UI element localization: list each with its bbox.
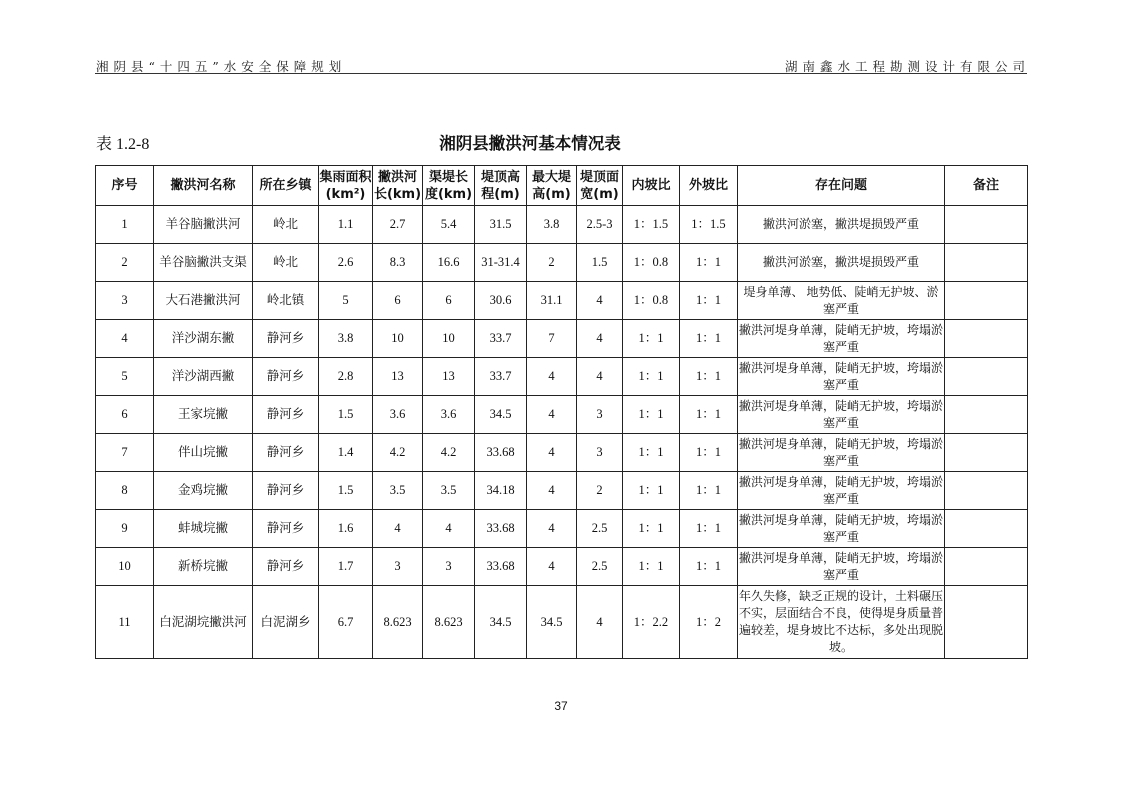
- situation-table: [95, 165, 1028, 659]
- cell-dike-length: 8.623: [423, 586, 475, 659]
- cell-area: 1.1: [319, 206, 373, 244]
- cell-area: 6.7: [319, 586, 373, 659]
- cell-length: 4.2: [373, 434, 423, 472]
- cell-problem: 撇洪河堤身单薄，陡峭无护坡，垮塌淤塞严重: [738, 510, 945, 548]
- cell-inner-slope: 1：2.2: [623, 586, 680, 659]
- cell-name: 大石港撇洪河: [154, 282, 253, 320]
- cell-dike-length: 4: [423, 510, 475, 548]
- cell-crest-width: 4: [577, 282, 623, 320]
- cell-crest-elev: 34.5: [475, 586, 527, 659]
- col-header-inner-slope: 内坡比: [623, 166, 680, 206]
- cell-town: 岭北镇: [253, 282, 319, 320]
- cell-crest-elev: 31.5: [475, 206, 527, 244]
- cell-inner-slope: 1：1.5: [623, 206, 680, 244]
- cell-inner-slope: 1：1: [623, 396, 680, 434]
- cell-length: 13: [373, 358, 423, 396]
- cell-town: 静河乡: [253, 358, 319, 396]
- cell-crest-elev: 31-31.4: [475, 244, 527, 282]
- table-row: [96, 396, 1028, 434]
- cell-no: 7: [96, 434, 154, 472]
- cell-inner-slope: 1：1: [623, 358, 680, 396]
- cell-area: 1.4: [319, 434, 373, 472]
- cell-crest-elev: 33.7: [475, 320, 527, 358]
- cell-crest-width: 2.5: [577, 548, 623, 586]
- col-header-remark: 备注: [945, 166, 1028, 206]
- cell-outer-slope: 1：1: [680, 472, 738, 510]
- cell-town: 岭北: [253, 244, 319, 282]
- col-header-max-height: 最大堤高(m): [527, 166, 577, 206]
- cell-area: 1.5: [319, 396, 373, 434]
- cell-outer-slope: 1：1: [680, 396, 738, 434]
- cell-crest-width: 3: [577, 396, 623, 434]
- cell-problem: 撇洪河堤身单薄，陡峭无护坡，垮塌淤塞严重: [738, 434, 945, 472]
- table-row: [96, 358, 1028, 396]
- cell-name: 蚌城垸撇: [154, 510, 253, 548]
- cell-crest-elev: 33.7: [475, 358, 527, 396]
- table-row: [96, 282, 1028, 320]
- cell-length: 6: [373, 282, 423, 320]
- cell-max-height: 4: [527, 396, 577, 434]
- cell-max-height: 2: [527, 244, 577, 282]
- table-row: [96, 472, 1028, 510]
- cell-remark: [945, 434, 1028, 472]
- cell-problem: 撇洪河淤塞，撇洪堤损毁严重: [738, 206, 945, 244]
- cell-name: 洋沙湖西撇: [154, 358, 253, 396]
- header-rule: [95, 73, 1027, 74]
- col-header-town: 所在乡镇: [253, 166, 319, 206]
- table-row: [96, 320, 1028, 358]
- table-row: [96, 434, 1028, 472]
- cell-problem: 撇洪河堤身单薄，陡峭无护坡，垮塌淤塞严重: [738, 396, 945, 434]
- cell-remark: [945, 206, 1028, 244]
- cell-remark: [945, 358, 1028, 396]
- cell-no: 11: [96, 586, 154, 659]
- cell-remark: [945, 320, 1028, 358]
- cell-town: 白泥湖乡: [253, 586, 319, 659]
- page-number: 37: [554, 699, 568, 713]
- cell-length: 3.5: [373, 472, 423, 510]
- cell-dike-length: 6: [423, 282, 475, 320]
- table-row: [96, 548, 1028, 586]
- running-header-right: 湖南鑫水工程勘测设计有限公司: [784, 59, 1030, 74]
- cell-remark: [945, 244, 1028, 282]
- cell-town: 静河乡: [253, 396, 319, 434]
- cell-max-height: 4: [527, 548, 577, 586]
- cell-no: 1: [96, 206, 154, 244]
- cell-crest-elev: 33.68: [475, 434, 527, 472]
- cell-outer-slope: 1：1: [680, 434, 738, 472]
- cell-no: 5: [96, 358, 154, 396]
- cell-area: 2.6: [319, 244, 373, 282]
- cell-max-height: 7: [527, 320, 577, 358]
- cell-dike-length: 13: [423, 358, 475, 396]
- cell-no: 10: [96, 548, 154, 586]
- cell-name: 洋沙湖东撇: [154, 320, 253, 358]
- cell-name: 王家垸撇: [154, 396, 253, 434]
- col-header-outer-slope: 外坡比: [680, 166, 738, 206]
- col-header-length: 撇洪河长(km): [373, 166, 423, 206]
- table-row: [96, 586, 1028, 659]
- cell-max-height: 34.5: [527, 586, 577, 659]
- cell-remark: [945, 282, 1028, 320]
- cell-name: 白泥湖垸撇洪河: [154, 586, 253, 659]
- cell-area: 5: [319, 282, 373, 320]
- cell-town: 静河乡: [253, 510, 319, 548]
- cell-crest-width: 2.5: [577, 510, 623, 548]
- col-header-name: 撇洪河名称: [154, 166, 253, 206]
- cell-area: 1.5: [319, 472, 373, 510]
- cell-problem: 撇洪河堤身单薄，陡峭无护坡，垮塌淤塞严重: [738, 548, 945, 586]
- cell-remark: [945, 396, 1028, 434]
- cell-name: 新桥垸撇: [154, 548, 253, 586]
- cell-town: 静河乡: [253, 548, 319, 586]
- cell-town: 静河乡: [253, 320, 319, 358]
- col-header-crest-width: 堤顶面宽(m): [577, 166, 623, 206]
- cell-town: 静河乡: [253, 434, 319, 472]
- cell-length: 8.623: [373, 586, 423, 659]
- cell-inner-slope: 1：0.8: [623, 282, 680, 320]
- cell-max-height: 31.1: [527, 282, 577, 320]
- cell-outer-slope: 1：1: [680, 548, 738, 586]
- cell-problem: 撇洪河堤身单薄，陡峭无护坡，垮塌淤塞严重: [738, 358, 945, 396]
- cell-remark: [945, 510, 1028, 548]
- cell-remark: [945, 472, 1028, 510]
- cell-outer-slope: 1：2: [680, 586, 738, 659]
- cell-dike-length: 4.2: [423, 434, 475, 472]
- cell-problem: 年久失修，缺乏正规的设计，土料碾压不实，层面结合不良，使得堤身质量普遍较差，堤身坡比不达标，多处出现脱坡。: [738, 586, 945, 659]
- cell-problem: 堤身单薄、 地势低、陡峭无护坡、淤塞严重: [738, 282, 945, 320]
- cell-outer-slope: 1：1: [680, 244, 738, 282]
- cell-no: 4: [96, 320, 154, 358]
- cell-town: 岭北: [253, 206, 319, 244]
- cell-inner-slope: 1：1: [623, 548, 680, 586]
- cell-dike-length: 10: [423, 320, 475, 358]
- cell-crest-elev: 30.6: [475, 282, 527, 320]
- cell-max-height: 4: [527, 358, 577, 396]
- cell-remark: [945, 548, 1028, 586]
- cell-problem: 撇洪河堤身单薄，陡峭无护坡，垮塌淤塞严重: [738, 320, 945, 358]
- cell-max-height: 4: [527, 472, 577, 510]
- cell-dike-length: 3.6: [423, 396, 475, 434]
- cell-length: 4: [373, 510, 423, 548]
- col-header-area-text: 集雨面积(km²): [319, 169, 372, 202]
- col-header-crest-elev: 堤顶高程(m): [475, 166, 527, 206]
- cell-area: 1.6: [319, 510, 373, 548]
- cell-max-height: 3.8: [527, 206, 577, 244]
- cell-name: 羊谷脑撇洪支渠: [154, 244, 253, 282]
- cell-no: 9: [96, 510, 154, 548]
- cell-inner-slope: 1：1: [623, 320, 680, 358]
- cell-inner-slope: 1：1: [623, 510, 680, 548]
- cell-problem: 撇洪河淤塞，撇洪堤损毁严重: [738, 244, 945, 282]
- cell-no: 3: [96, 282, 154, 320]
- cell-inner-slope: 1：0.8: [623, 244, 680, 282]
- cell-length: 2.7: [373, 206, 423, 244]
- running-header-left: 湘阴县“十四五”水安全保障规划: [96, 59, 347, 74]
- cell-length: 10: [373, 320, 423, 358]
- cell-area: 2.8: [319, 358, 373, 396]
- cell-crest-width: 1.5: [577, 244, 623, 282]
- cell-dike-length: 16.6: [423, 244, 475, 282]
- table-title: 湘阴县撇洪河基本情况表: [439, 134, 621, 153]
- cell-no: 6: [96, 396, 154, 434]
- cell-outer-slope: 1：1.5: [680, 206, 738, 244]
- col-header-area: [319, 166, 373, 206]
- cell-max-height: 4: [527, 434, 577, 472]
- cell-problem: 撇洪河堤身单薄，陡峭无护坡，垮塌淤塞严重: [738, 472, 945, 510]
- cell-area: 1.7: [319, 548, 373, 586]
- cell-crest-elev: 34.18: [475, 472, 527, 510]
- col-header-problem: 存在问题: [738, 166, 945, 206]
- cell-crest-width: 4: [577, 358, 623, 396]
- cell-crest-elev: 34.5: [475, 396, 527, 434]
- cell-dike-length: 5.4: [423, 206, 475, 244]
- table-row: [96, 510, 1028, 548]
- cell-length: 3.6: [373, 396, 423, 434]
- cell-no: 2: [96, 244, 154, 282]
- cell-length: 3: [373, 548, 423, 586]
- cell-crest-width: 3: [577, 434, 623, 472]
- table-row: [96, 206, 1028, 244]
- cell-remark: [945, 586, 1028, 659]
- cell-crest-width: 2.5-3: [577, 206, 623, 244]
- cell-crest-width: 4: [577, 586, 623, 659]
- cell-crest-width: 4: [577, 320, 623, 358]
- table-header-row: [96, 166, 1028, 206]
- cell-inner-slope: 1：1: [623, 472, 680, 510]
- table-row: [96, 244, 1028, 282]
- cell-dike-length: 3.5: [423, 472, 475, 510]
- cell-town: 静河乡: [253, 472, 319, 510]
- cell-crest-width: 2: [577, 472, 623, 510]
- cell-length: 8.3: [373, 244, 423, 282]
- col-header-dike-length: 渠堤长度(km): [423, 166, 475, 206]
- cell-inner-slope: 1：1: [623, 434, 680, 472]
- cell-outer-slope: 1：1: [680, 320, 738, 358]
- cell-dike-length: 3: [423, 548, 475, 586]
- cell-name: 金鸡垸撇: [154, 472, 253, 510]
- cell-outer-slope: 1：1: [680, 510, 738, 548]
- cell-name: 羊谷脑撇洪河: [154, 206, 253, 244]
- cell-crest-elev: 33.68: [475, 510, 527, 548]
- cell-crest-elev: 33.68: [475, 548, 527, 586]
- cell-outer-slope: 1：1: [680, 282, 738, 320]
- table-number: 表 1.2-8: [96, 136, 150, 153]
- cell-no: 8: [96, 472, 154, 510]
- cell-outer-slope: 1：1: [680, 358, 738, 396]
- cell-name: 伴山垸撇: [154, 434, 253, 472]
- cell-max-height: 4: [527, 510, 577, 548]
- col-header-no: 序号: [96, 166, 154, 206]
- cell-area: 3.8: [319, 320, 373, 358]
